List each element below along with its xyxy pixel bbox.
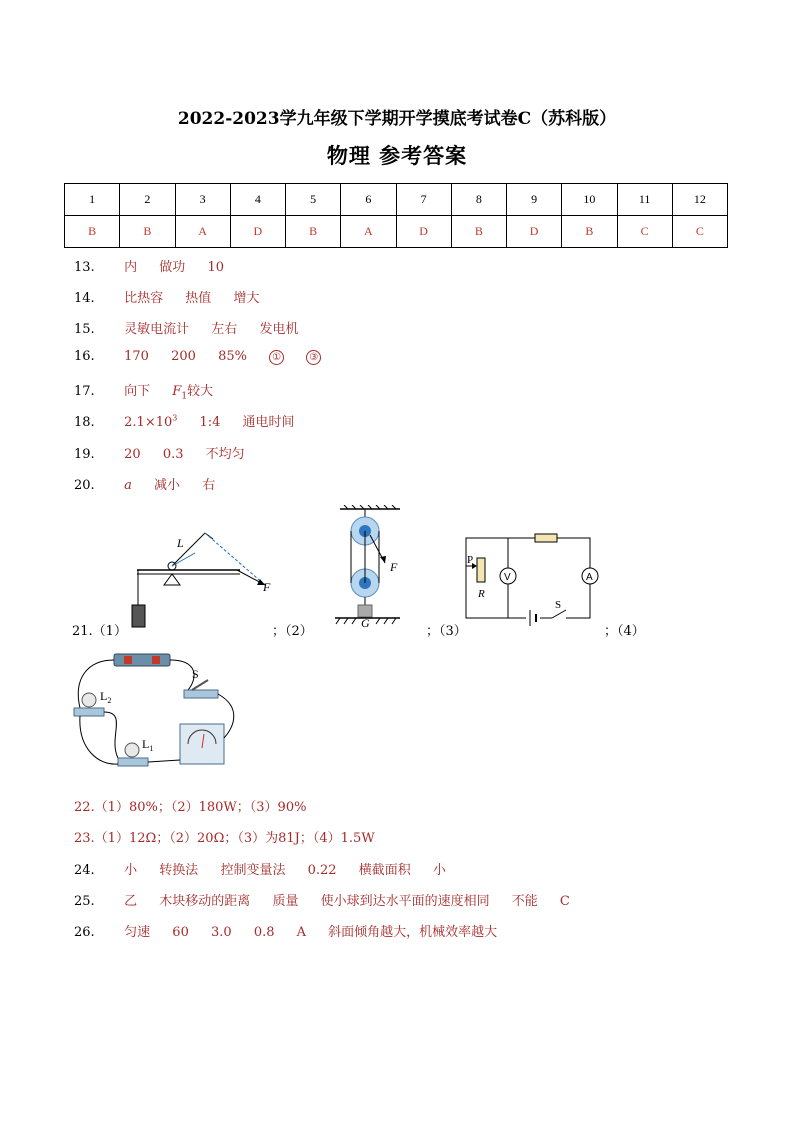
question-number: 18. bbox=[74, 415, 95, 430]
arrowhead bbox=[380, 556, 386, 563]
question-number: 26. bbox=[74, 925, 95, 940]
answer-line-19 bbox=[74, 443, 245, 462]
answer-row bbox=[65, 216, 728, 248]
label-F: F bbox=[263, 580, 271, 594]
physical-circuit bbox=[68, 648, 243, 773]
table-cell: D bbox=[230, 216, 285, 248]
table-cell: 8 bbox=[451, 184, 506, 216]
answer-part: 右 bbox=[202, 478, 216, 493]
answer-line-25 bbox=[74, 890, 570, 909]
question-number: 17. bbox=[74, 384, 95, 399]
table-cell: 1 bbox=[65, 184, 120, 216]
switch-knife bbox=[192, 680, 208, 690]
answer-part: A bbox=[296, 925, 307, 940]
answer-part: 20 bbox=[124, 447, 141, 462]
answer-part: 200 bbox=[171, 349, 196, 364]
question-number: 16. bbox=[74, 349, 95, 364]
answer-part: 左右 bbox=[211, 322, 238, 337]
battery-gap bbox=[526, 612, 540, 624]
answer-key-title: 物理 参考答案 bbox=[326, 143, 468, 168]
switch-gap bbox=[552, 614, 566, 622]
table-cell: 3 bbox=[175, 184, 230, 216]
table-cell: B bbox=[451, 216, 506, 248]
answer-line-17 bbox=[74, 380, 213, 402]
answer-part: C bbox=[559, 894, 570, 909]
answer-part: 较大 bbox=[187, 384, 214, 399]
answer-part: 60 bbox=[172, 925, 189, 940]
answer-line-18 bbox=[74, 411, 295, 430]
circuit-diagram bbox=[460, 530, 605, 628]
question-number: 24. bbox=[74, 863, 95, 878]
answer-line-23 bbox=[74, 827, 375, 846]
label-R: R bbox=[478, 588, 485, 600]
rheostat bbox=[477, 558, 485, 582]
question-number: 25. bbox=[74, 894, 95, 909]
answer-part: 控制变量法 bbox=[220, 863, 286, 878]
table-cell: A bbox=[175, 216, 230, 248]
table-cell: C bbox=[617, 216, 672, 248]
answer-part: 170 bbox=[124, 349, 149, 364]
answer-line-24 bbox=[74, 859, 446, 878]
table-cell: 10 bbox=[562, 184, 617, 216]
answer-part: 不能 bbox=[511, 894, 538, 909]
circled-answer: ③ bbox=[306, 350, 321, 365]
answer-part: 匀速 bbox=[124, 925, 151, 940]
q21-label: 21.（1） bbox=[72, 624, 127, 639]
question-number: 15. bbox=[74, 322, 95, 337]
table-cell: B bbox=[120, 216, 175, 248]
label-L1: $L_1$ bbox=[142, 737, 154, 753]
answer-part: 内 bbox=[124, 260, 138, 275]
answer-line-22 bbox=[74, 796, 306, 815]
battery-cell bbox=[124, 656, 132, 664]
answer-part: 质量 bbox=[272, 894, 299, 909]
answer-part: 0.22 bbox=[307, 863, 337, 878]
answer-text: 22.（1）80%；（2）180W；（3）90% bbox=[74, 800, 307, 815]
table-cell: D bbox=[396, 216, 451, 248]
answer-line-26 bbox=[74, 921, 497, 940]
ammeter-label: A bbox=[586, 572, 593, 583]
wire bbox=[148, 760, 180, 762]
table-cell: 11 bbox=[617, 184, 672, 216]
switch-base bbox=[184, 690, 218, 698]
exponent: 3 bbox=[172, 413, 178, 423]
table-cell: 9 bbox=[507, 184, 562, 216]
force-subscript: 1 bbox=[181, 391, 188, 402]
force-symbol: F bbox=[172, 384, 182, 399]
answer-text: 23.（1）12Ω；（2）20Ω；（3）为81J；（4）1.5W bbox=[74, 831, 375, 846]
answer-part: 不均匀 bbox=[205, 447, 245, 462]
answer-line-20 bbox=[74, 474, 215, 493]
answer-part: 0.8 bbox=[253, 925, 275, 940]
wire bbox=[170, 660, 194, 690]
table-cell: B bbox=[286, 216, 341, 248]
table-cell: 6 bbox=[341, 184, 396, 216]
question-number: 14. bbox=[74, 291, 95, 306]
battery-box bbox=[114, 654, 170, 666]
table-cell: 5 bbox=[286, 184, 341, 216]
table-cell: 12 bbox=[672, 184, 727, 216]
q21-separator: ；（3） bbox=[426, 624, 467, 639]
label-S: S bbox=[192, 667, 199, 681]
answer-table bbox=[64, 183, 728, 248]
pulley-diagram bbox=[330, 505, 425, 635]
label-L: L bbox=[177, 536, 184, 550]
answer-part: 发电机 bbox=[259, 322, 299, 337]
table-cell: 2 bbox=[120, 184, 175, 216]
answer-part: 斜面倾角越大，机械效率越大 bbox=[328, 925, 498, 940]
wire bbox=[80, 716, 118, 764]
lamp-base-L2 bbox=[74, 708, 104, 716]
answer-part: 使小球到达水平面的速度相同 bbox=[320, 894, 490, 909]
table-cell: C bbox=[672, 216, 727, 248]
answer-part: 减小 bbox=[154, 478, 181, 493]
answer-part: 小 bbox=[124, 863, 138, 878]
answer-part: 转换法 bbox=[159, 863, 199, 878]
answer-part: 10 bbox=[207, 260, 224, 275]
label-P: P bbox=[467, 554, 474, 566]
question-number-row bbox=[65, 184, 728, 216]
lamp-base-L1 bbox=[118, 758, 148, 766]
voltmeter-label: V bbox=[504, 572, 511, 583]
answer-part: 2.1×10 bbox=[124, 415, 173, 430]
answer-line-14 bbox=[74, 287, 259, 306]
answer-line-13 bbox=[74, 256, 224, 275]
answer-part: a bbox=[124, 478, 132, 493]
exam-title: 2022-2023学九年级下学期开学摸底考试卷C（苏科版） bbox=[177, 109, 617, 129]
answer-part: 热值 bbox=[185, 291, 212, 306]
wire bbox=[104, 712, 118, 758]
lever-diagram bbox=[125, 525, 285, 635]
bulb-L2 bbox=[82, 693, 96, 707]
label-F: F bbox=[390, 560, 398, 574]
answer-part: 增大 bbox=[233, 291, 260, 306]
answer-part: 通电时间 bbox=[242, 415, 295, 430]
answer-part: 向下 bbox=[124, 384, 151, 399]
hanging-weight bbox=[132, 605, 145, 627]
answer-part: 比热容 bbox=[124, 291, 164, 306]
q21-separator: ；（2） bbox=[272, 624, 313, 639]
answer-part: 木块移动的距离 bbox=[159, 894, 251, 909]
answer-part: 小 bbox=[432, 863, 446, 878]
answer-line-15 bbox=[74, 318, 298, 337]
table-cell: B bbox=[562, 216, 617, 248]
table-cell: D bbox=[507, 216, 562, 248]
answer-part: 乙 bbox=[124, 894, 138, 909]
label-S: S bbox=[555, 599, 562, 611]
answer-part: 灵敏电流计 bbox=[124, 322, 190, 337]
resistor bbox=[535, 534, 557, 542]
answer-part: 0.3 bbox=[162, 447, 184, 462]
answer-part: 85% bbox=[218, 349, 247, 364]
table-cell: B bbox=[65, 216, 120, 248]
q21-separator: ；（4） bbox=[604, 624, 645, 639]
label-G: G bbox=[361, 616, 370, 630]
question-number: 20. bbox=[74, 478, 95, 493]
question-number: 13. bbox=[74, 260, 95, 275]
fulcrum-triangle bbox=[164, 574, 180, 585]
answer-part: 3.0 bbox=[210, 925, 232, 940]
table-cell: 4 bbox=[230, 184, 285, 216]
answer-part: 横截面积 bbox=[358, 863, 411, 878]
circled-answer: ① bbox=[269, 350, 284, 365]
answer-part: 1:4 bbox=[199, 415, 221, 430]
force-dashed-line bbox=[205, 533, 265, 585]
bulb-L1 bbox=[125, 743, 139, 757]
answer-part: 做功 bbox=[159, 260, 186, 275]
question-number: 19. bbox=[74, 447, 95, 462]
label-L2: $L_2$ bbox=[100, 689, 112, 705]
battery-cell bbox=[152, 656, 160, 664]
answer-line-16 bbox=[74, 349, 321, 365]
table-cell: A bbox=[341, 216, 396, 248]
table-cell: 7 bbox=[396, 184, 451, 216]
